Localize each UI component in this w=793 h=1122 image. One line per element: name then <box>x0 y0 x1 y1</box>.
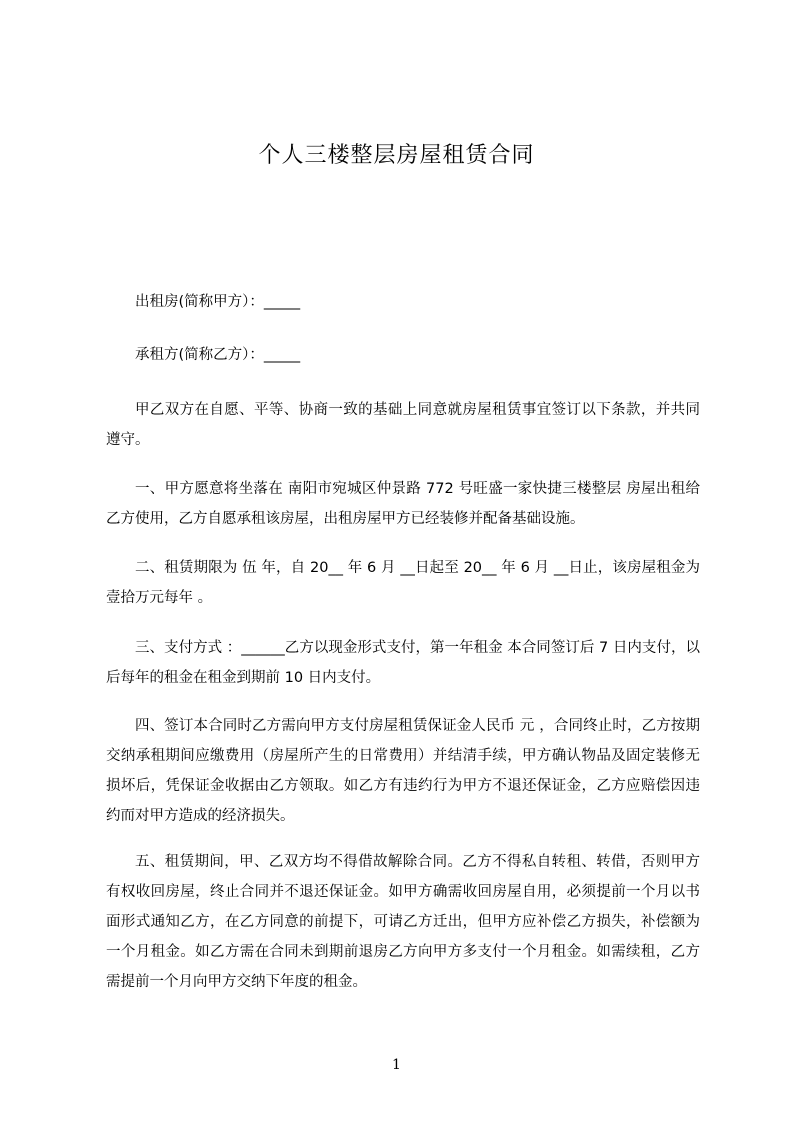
intro-paragraph: 甲乙双方在自愿、平等、协商一致的基础上同意就房屋租赁事宜签订以下条款，并共同遵守。 <box>106 402 700 448</box>
party-a-line: 出租房(简称甲方）：_____ <box>135 294 301 310</box>
clause-1-paragraph: 一、甲方愿意将坐落在 南阳市宛城区仲景路 772 号旺盛一家快捷三楼整层 房屋出租给乙方使用，乙方自愿承租该房屋，出租房屋甲方已经装修并配备基础设施。 <box>106 481 700 527</box>
clause-3-paragraph: 三、支付方式 ：______乙方以现金形式支付，第一年租金 本合同签订后 7 日内支付，以后每年的租金在租金到期前 10 日内支付。 <box>106 640 700 686</box>
document-title: 个人三楼整层房屋租赁合同 <box>258 143 535 168</box>
clause-4-paragraph: 四、签订本合同时乙方需向甲方支付房屋租赁保证金人民币 元 ，合同终止时，乙方按期交纳承租期间应缴费用（房屋所产生的日常费用）并结清手续，甲方确认物品及固定装修无损坏后，凭保证金收据由乙方领取。如乙方有违约行为甲方不退还保证金，乙方应赔偿因违约而对甲方造成的经济损失。 <box>106 718 700 824</box>
page-number: 1 <box>392 1057 401 1073</box>
party-b-line: 承租方(简称乙方）：_____ <box>135 347 301 363</box>
clause-5-paragraph: 五、租赁期间，甲、乙双方均不得借故解除合同。乙方不得私自转租、转借，否则甲方有权收回房屋，终止合同并不退还保证金。如甲方确需收回房屋自用，必须提前一个月以书面形式通知乙方，在乙方同意的前提下，可请乙方迁出，但甲方应补偿乙方损失，补偿额为一个月租金。如乙方需在合同未到期前退房乙方向甲方多支付一个月租金。如需续租，乙方需提前一个月向甲方交纳下年度的租金。 <box>106 854 700 990</box>
clause-2-paragraph: 二、租赁期限为 伍 年，自 20__ 年 6 月 __日起至 20__ 年 6 月 __日止，该房屋租金为 壹拾万元每年 。 <box>106 560 700 606</box>
